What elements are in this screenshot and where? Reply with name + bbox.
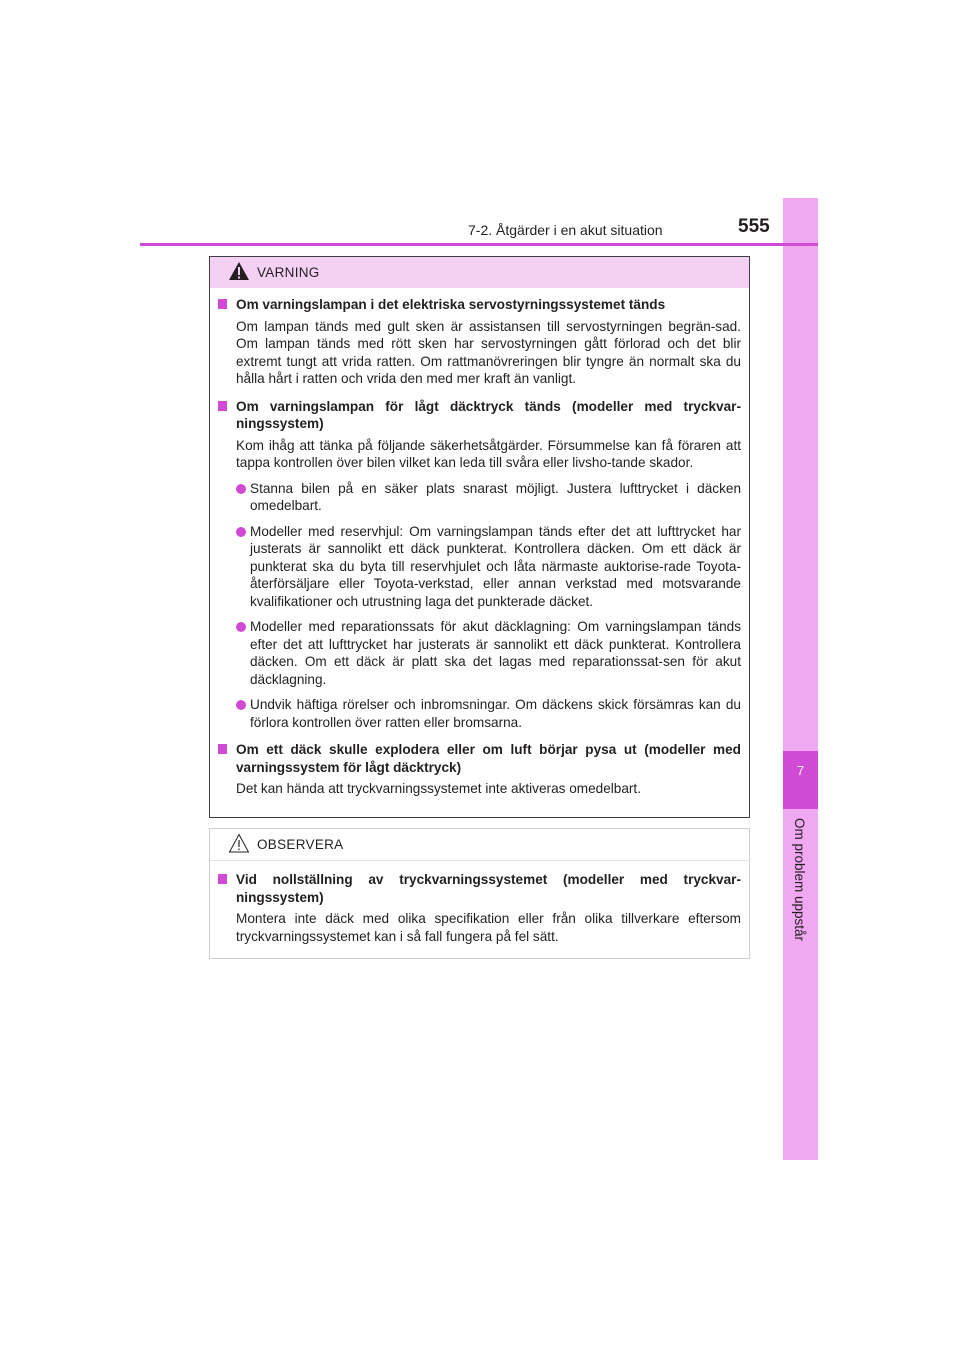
page-number: 555: [738, 216, 770, 237]
circle-bullet-icon: [236, 700, 246, 710]
bullet-item: [236, 618, 741, 688]
warning-header: [210, 257, 749, 288]
notice-body: [210, 861, 749, 945]
notice-box: [209, 828, 750, 959]
bullet-text: Modeller med reparationssats för akut däcklagning: Om varningslampan tänds efter det att lufttrycket har justerats är sannolikt ett däck punkterat. Kontrollera däcken. Om ett däck är platt ska det lagas med reparationssat-sen för akut däcklagning.: [250, 619, 741, 687]
caution-triangle-icon: [228, 833, 250, 853]
chapter-title: Om problem uppstår: [792, 818, 807, 942]
circle-bullet-icon: [236, 527, 246, 537]
item-title: Om varningslampan för lågt däcktryck tänds (modeller med tryckvar-ningssystem): [236, 398, 741, 431]
warning-item: [218, 398, 741, 732]
item-text: Montera inte däck med olika specifikation eller från olika tillverkare eftersom tryckvarningssystemet kan i så fall fungera på fel sätt.: [236, 911, 741, 944]
warning-item: [218, 296, 741, 388]
section-title: 7-2. Åtgärder i en akut situation: [468, 222, 663, 238]
chapter-number-tab[interactable]: [783, 751, 818, 809]
square-bullet-icon: [218, 744, 227, 754]
bullet-text: Stanna bilen på en säker plats snarast möjligt. Justera lufttrycket i däcken omedelbart.: [250, 480, 741, 513]
item-title: Vid nollställning av tryckvarningssystemet (modeller med tryckvar-ningssystem): [236, 872, 741, 905]
notice-header: [210, 829, 749, 861]
bullet-item: [236, 480, 741, 515]
bullet-text: Modeller med reservhjul: Om varningslampan tänds efter det att lufttrycket har justerats är sannolikt ett däck punkterat. Kontrollera däcken. Om ett däck är punkterat ska du byta till reservhjulet och låta närmaste auktorise-rade Toyota-återförsäljare eller Toyota-verkstad, eller annan verkstad med motsvarande kvalifikationer och utrustning laga det punkterade däcket.: [250, 523, 741, 609]
square-bullet-icon: [218, 874, 227, 884]
header-rule: [140, 243, 818, 246]
item-text: Om lampan tänds med gult sken är assistansen till servostyrningen begrän-sad. Om lampan tänds med rött sken har servostyrningen gått förlorad och det blir extremt tungt att vrida ratten. Om rattmanövreringen blir tyngre än normalt ska du hålla hårt i ratten och vrida den med mer kraft än vanligt.: [236, 318, 741, 386]
square-bullet-icon: [218, 401, 227, 411]
circle-bullet-icon: [236, 622, 246, 632]
item-text: Kom ihåg att tänka på följande säkerhetsåtgärder. Försummelse kan få föraren att tappa kontrollen över bilen vilket kan leda till svåra eller livsho-tande skador.: [236, 437, 741, 470]
square-bullet-icon: [218, 299, 227, 309]
item-text: Det kan hända att tryckvarningssystemet inte aktiveras omedelbart.: [236, 781, 641, 796]
chapter-number: 7: [796, 763, 805, 778]
circle-bullet-icon: [236, 484, 246, 494]
chapter-side-tab: [783, 198, 818, 1160]
item-title: Om ett däck skulle explodera eller om luft börjar pysa ut (modeller med varningssystem för lågt däcktryck): [236, 742, 741, 775]
warning-item: [218, 741, 741, 798]
warning-body: [210, 288, 749, 798]
notice-label: OBSERVERA: [257, 837, 344, 852]
warning-label: VARNING: [257, 265, 320, 280]
bullet-item: [236, 696, 741, 731]
warning-triangle-icon: [228, 261, 250, 281]
bullet-item: [236, 523, 741, 611]
warning-box: [209, 256, 750, 818]
item-title: Om varningslampan i det elektriska servostyrningssystemet tänds: [236, 297, 666, 312]
notice-item: [218, 871, 741, 945]
bullet-text: Undvik häftiga rörelser och inbromsningar. Om däckens skick försämras kan du förlora kontrollen över ratten eller bromsarna.: [250, 697, 741, 730]
